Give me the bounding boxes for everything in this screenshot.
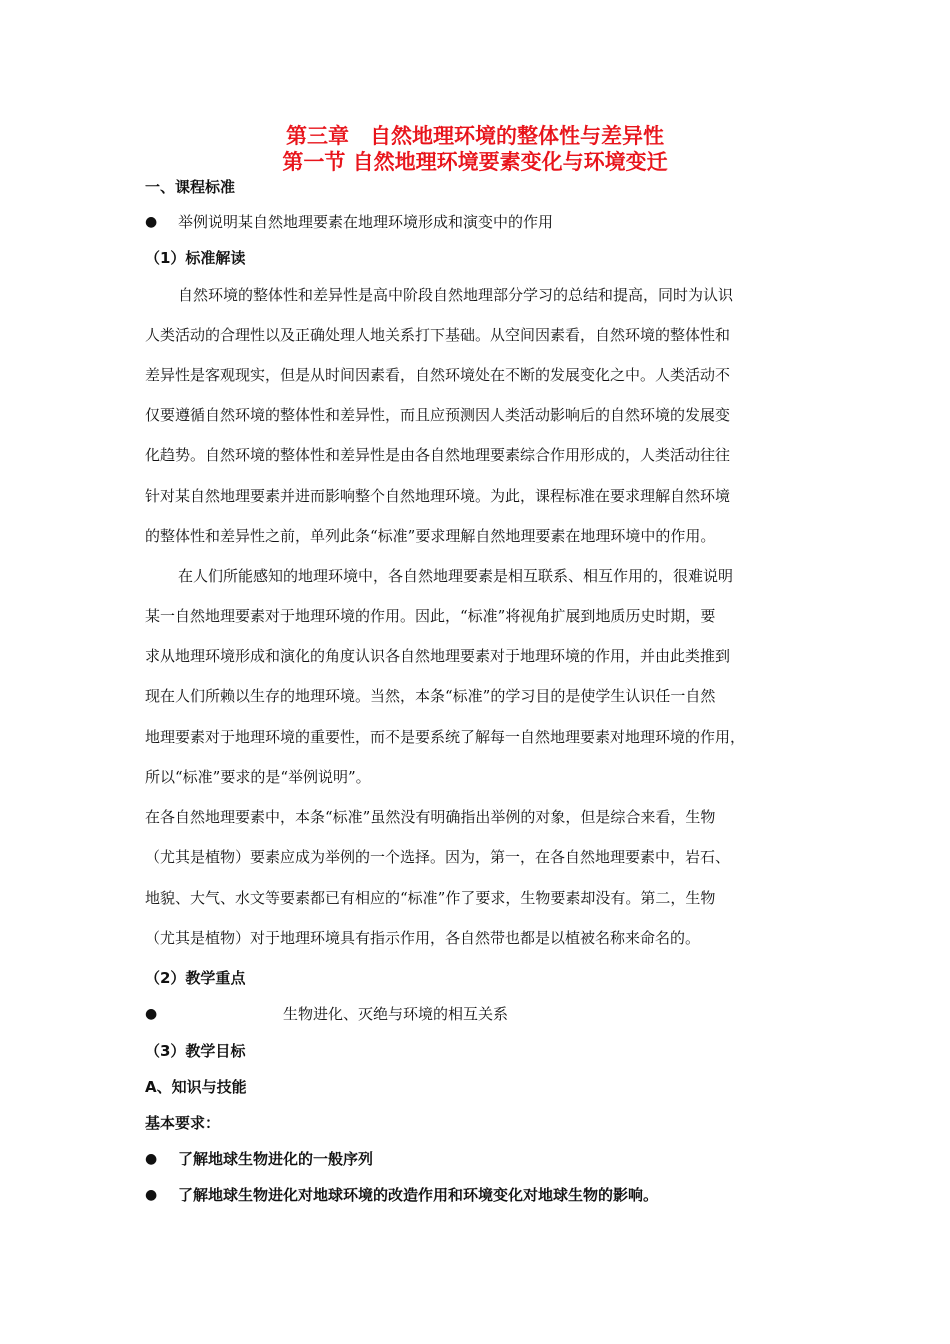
paragraph-line: 差异性是客观现实，但是从时间因素看，自然环境处在不断的发展变化之中。人类活动不 — [145, 366, 731, 384]
heading-teaching-focus: （2）教学重点 — [145, 969, 246, 987]
paragraph-line: 在各自然地理要素中，本条“标准”虽然没有明确指出举例的对象，但是综合来看，生物 — [145, 808, 716, 826]
bullet-icon: ● — [145, 214, 158, 230]
heading-standard-interpretation: （1）标准解读 — [145, 249, 246, 267]
chapter-title: 第三章 自然地理环境的整体性与差异性 — [286, 124, 664, 148]
focus-item: 生物进化、灭绝与环境的相互关系 — [283, 1005, 509, 1023]
paragraph-line: 的整体性和差异性之前，单列此条“标准”要求理解自然地理要素在地理环境中的作用。 — [145, 527, 716, 545]
bullet-icon: ● — [145, 1006, 158, 1022]
paragraph-line: 针对某自然地理要素并进而影响整个自然地理环境。为此，课程标准在要求理解自然环境 — [145, 487, 731, 505]
paragraph-line: 地理要素对于地理环境的重要性，而不是要系统了解每一自然地理要素对地理环境的作用， — [145, 728, 746, 746]
paragraph-line: 地貌、大气、水文等要素都已有相应的“标准”作了要求，生物要素却没有。第二，生物 — [145, 889, 716, 907]
paragraph-line: 求从地理环境形成和演化的角度认识各自然地理要素对于地理环境的作用，并由此类推到 — [145, 647, 731, 665]
paragraph-line: 现在人们所赖以生存的地理环境。当然，本条“标准”的学习目的是使学生认识任一自然 — [145, 687, 716, 705]
paragraph-line: 自然环境的整体性和差异性是高中阶段自然地理部分学习的总结和提高，同时为认识 — [178, 286, 734, 304]
heading-knowledge-skills: A、知识与技能 — [145, 1078, 247, 1096]
paragraph-line: 化趋势。自然环境的整体性和差异性是由各自然地理要素综合作用形成的，人类活动往往 — [145, 446, 731, 464]
paragraph-line: （尤其是植物）要素应成为举例的一个选择。因为，第一，在各自然地理要素中，岩石、 — [145, 848, 731, 866]
section-title: 第一节 自然地理环境要素变化与环境变迁 — [282, 150, 668, 174]
bullet-icon: ● — [145, 1187, 158, 1203]
requirement-item: 了解地球生物进化对地球环境的改造作用和环境变化对地球生物的影响。 — [178, 1186, 659, 1204]
requirement-item: 了解地球生物进化的一般序列 — [178, 1150, 374, 1168]
paragraph-line: 仅要遵循自然环境的整体性和差异性，而且应预测因人类活动影响后的自然环境的发展变 — [145, 406, 731, 424]
paragraph-line: 人类活动的合理性以及正确处理人地关系打下基础。从空间因素看，自然环境的整体性和 — [145, 326, 731, 344]
bullet-icon: ● — [145, 1151, 158, 1167]
paragraph-line: 某一自然地理要素对于地理环境的作用。因此，“标准”将视角扩展到地质历史时期，要 — [145, 607, 716, 625]
paragraph-line: 所以“标准”要求的是“举例说明”。 — [145, 768, 371, 786]
heading-curriculum-standard: 一、课程标准 — [145, 178, 236, 196]
paragraph-line: 在人们所能感知的地理环境中，各自然地理要素是相互联系、相互作用的，很难说明 — [178, 567, 734, 585]
heading-basic-requirements: 基本要求： — [145, 1114, 221, 1132]
standard-item: 举例说明某自然地理要素在地理环境形成和演变中的作用 — [178, 213, 554, 231]
paragraph-line: （尤其是植物）对于地理环境具有指示作用，各自然带也都是以植被名称来命名的。 — [145, 929, 701, 947]
heading-teaching-goals: （3）教学目标 — [145, 1042, 246, 1060]
